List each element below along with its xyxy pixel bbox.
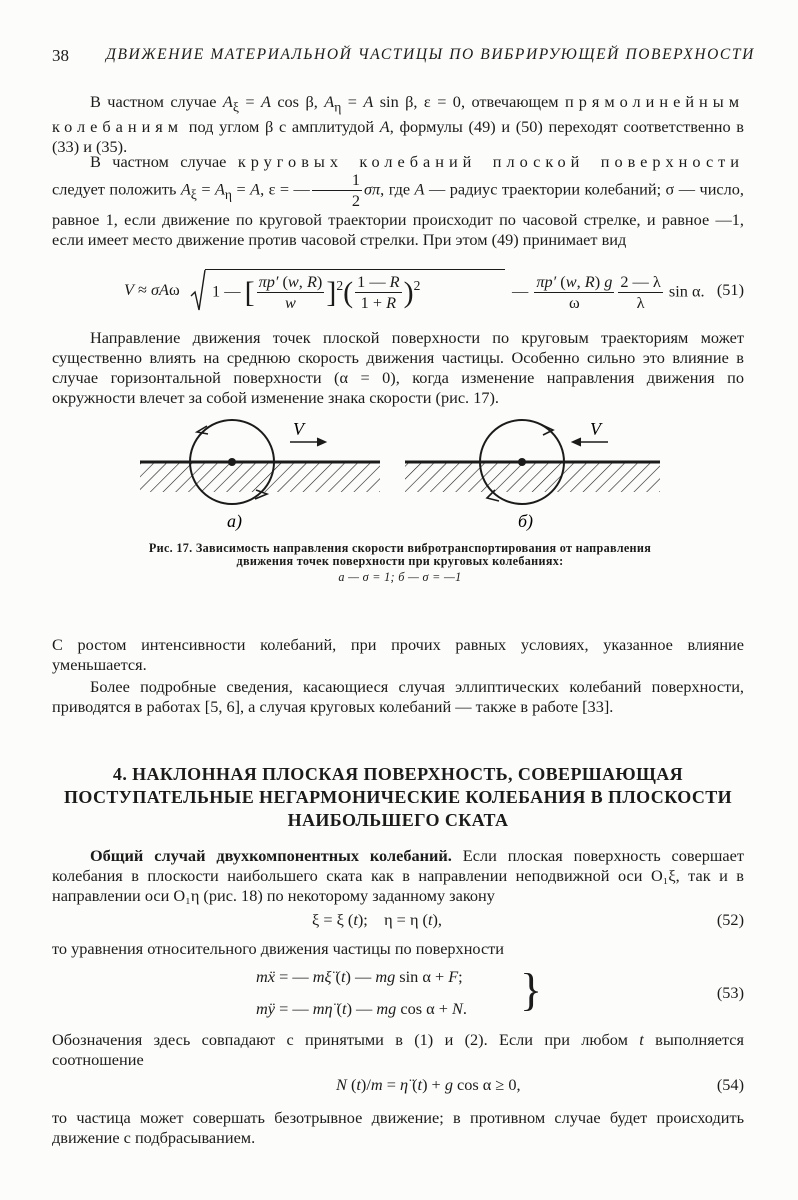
figure-17 — [135, 405, 665, 535]
velocity-label-b: V — [590, 419, 601, 439]
page-number: 38 — [52, 46, 69, 65]
paragraph-7: то уравнения относительного движения частицы по поверхности — [52, 939, 505, 958]
figure-panel-b — [405, 419, 660, 504]
paragraph-8: Обозначения здесь совпадают с принятыми в (1) и (2). Если при любом t выполняется соотношение — [52, 1030, 744, 1069]
paragraph-2: В частном случае круговых колебаний плоской поверхности следует положить $A_\xi = A_\eta = A$, ε = — $\frac{1}{2}$ σπ, где A — радиус траектории колебаний; σ — число, равное 1, если движение по круговой траектории происходит по часовой стрелке, и равное —1, если имеет место движение против часовой стрелки. При этом (49) принимает вид — [52, 152, 744, 249]
equation-51: V ≈ σAω 1 — [ $\frac{\pi p' (w, R)}{w}$ ]$^2$( $\frac{1 — R}{1 + R}$ )$^2$ — $\frac{\pi p' (w, R) g}{\omega}$ $\frac{2 — \lambda}{\lambda}$ sin α. (51) — [52, 268, 744, 312]
velocity-label-a: V — [293, 419, 304, 439]
book-page: 38 ДВИЖЕНИЕ МАТЕРИАЛЬНОЙ ЧАСТИЦЫ ПО ВИБРИРУЮЩЕЙ ПОВЕРХНОСТИ В частном случае $A_\xi = A$ cos β, $A_\eta = A$ sin β, ε = 0, отвечающем прямолинейным колебаниям под углом β с амплитудой A, формулы (49) и (50) переходят соответственно в (33) и (35). В частном случае круговых колебаний плоской поверхности следует положить $A_\xi = A_\eta = A$, ε = — $\frac{1}{2}$ σπ, где A — радиус траектории колебаний; σ — число, равное 1, если движение по круговой траектории происходит по часовой стрелке, и равное —1, если имеет место движение против часовой стрелки. При этом (49) принимает вид V ≈ σAω 1 — [ $\frac{\pi p' (w, R)}{w}$ ]$^2$( $\frac{1 — R}{1 + R}$ )$^2$ — $\frac{\pi p' (w, R) g}{\omega}$ $\frac{2 — \lambda}{\lambda}$ sin α. (51) Направление движения точек плоской поверхности по круговым траекториям может существенно влиять на среднюю скорость движения частицы. Особенно сильно это влияние в случае горизонтальной поверхности (α = 0), когда изменение направления движения по окружности влечет за собой изменение знака скорости (рис. 17). V V а) б) Рис. 17. Зависимость направления скорости вибротранспортирования от направления движения точек поверхности при круговых колебаниях: а — σ = 1; б — σ = —1 С ростом интенсивности колебаний, при прочих равных условиях, указанное влияние уменьшается. Более подробные сведения, касающиеся случая эллиптических колебаний поверхности, приводятся в работах [5, 6], а случая круговых колебаний — также в работе [33]. 4. НАКЛОННАЯ ПЛОСКАЯ ПОВЕРХНОСТЬ, СОВЕРШАЮЩАЯ ПОСТУПАТЕЛЬНЫЕ НЕГАРМОНИЧЕСКИЕ КОЛЕБАНИЯ В ПЛОСКОСТИ НАИБОЛЬШЕГО СКАТА Общий случай двухкомпонентных колебаний. Если плоская поверхность совершает колебания в плоскости наибольшего ската как в направлении неподвижной оси O₁ξ, так и в направлении оси O₁η (рис. 18) по некоторому заданному закону ξ = ξ (t); η = η (t), (52) то уравнения относительного движения частицы по поверхности mẍ = — mξ̈ (t) — mg sin α + F; mÿ = — mη̈ (t) — mg cos α + N. } (53) Обозначения здесь совпадают с принятыми в (1) и (2). Если при любом t выполняется соотношение N (t)/m = η̈ (t) + g cos α ≥ 0, (54) то частица может совершать безотрывное движение; в противном случае будет происходить движение с подбрасыванием. — [52, 46, 755, 1147]
figure-label-a: а) — [227, 511, 242, 531]
paragraph-5: Более подробные сведения, касающиеся случая эллиптических колебаний поверхности, приводятся в работах [5, 6], а случая круговых колебаний — также в работе [33]. — [52, 677, 744, 716]
running-title: ДВИЖЕНИЕ МАТЕРИАЛЬНОЙ ЧАСТИЦЫ ПО ВИБРИРУЮЩЕЙ ПОВЕРХНОСТИ — [106, 46, 755, 63]
paragraph-1: В частном случае $A_\xi = A$ cos β, $A_\eta = A$ sin β, ε = 0, отвечающем прямолинейным колебаниям под углом β с амплитудой A, формулы (49) и (50) переходят соответственно в (33) и (35). — [52, 92, 745, 157]
section-heading: 4. НАКЛОННАЯ ПЛОСКАЯ ПОВЕРХНОСТЬ, СОВЕРШАЮЩАЯ ПОСТУПАТЕЛЬНЫЕ НЕГАРМОНИЧЕСКИЕ КОЛЕБАНИЯ В ПЛОСКОСТИ НАИБОЛЬШЕГО СКАТА — [63, 764, 733, 830]
figure-label-b: б) — [518, 511, 534, 531]
paragraph-3: Направление движения точек плоской поверхности по круговым траекториям может существенно влиять на среднюю скорость движения частицы. Особенно сильно это влияние в случае горизонтальной поверхности (α = 0), когда изменение направления движения по окружности влечет за собой изменение знака скорости (рис. 17). — [52, 328, 744, 407]
figure-caption: Рис. 17. Зависимость направления скорости вибротранспортирования от направления движения точек поверхности при круговых колебаниях: а — σ = 1; б — σ = —1 — [148, 541, 652, 584]
paragraph-4: С ростом интенсивности колебаний, при прочих равных условиях, указанное влияние уменьшается. — [52, 635, 744, 674]
figure-panel-a — [140, 419, 380, 504]
paragraph-9: то частица может совершать безотрывное движение; в противном случае будет происходить движение с подбрасыванием. — [52, 1108, 744, 1147]
equation-53: mẍ = — mξ̈ (t) — mg sin α + F; mÿ = — mη̈ (t) — mg cos α + N. } (53) — [256, 964, 744, 1018]
paragraph-6: Общий случай двухкомпонентных колебаний. Если плоская поверхность совершает колебания в плоскости наибольшего ската как в направлении неподвижной оси O₁ξ, так и в направлении оси O₁η (рис. 18) по некоторому заданному закону — [52, 846, 744, 905]
